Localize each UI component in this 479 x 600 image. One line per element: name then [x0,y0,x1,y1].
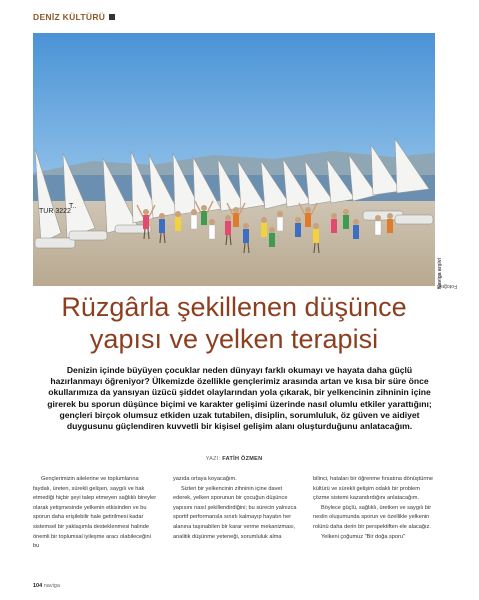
hero-photo-illustration [33,33,435,286]
page-number: 104 [33,583,43,589]
body-paragraph: bilinci, hataları bir öğrenme fırsatına dönüştürme kültürü ve sürekli gelişim odaklı bir problem çözme sistemi kazandırdığını anlatacağım. [313,476,434,502]
body-paragraph: Gençlerimizin ailelerine ve toplumlarına faydalı, üreten, sürekli gelişen, saygılı ve hak etmediği hiçbir şeyi talep etmeyen sağlıklı bireyler olarak yetişmesinde yelkenin etkisinden ve bu sporun daha erişilebilir hale getirilmesi kadar sistemsel bir yaklaşımla desteklenmesi halinde önemli bir toplumsal iyileşme aracı olabileceğini bu [33,476,157,550]
article-title-line1: Rüzgârla şekillenen düşünce [61,292,407,322]
photo-credit-label: Fotoğraf: [437,282,458,289]
body-paragraph: Yelkeni çoğumuz "Bir doğa sporu" [321,533,405,540]
article-title [33,291,435,355]
section-square-icon [109,14,115,20]
section-label [33,12,115,22]
magazine-name: naviga [43,583,60,589]
body-column-3 [313,475,437,552]
page-footer [33,583,60,589]
article-title-line2: yapısı ve yelken terapisi [89,324,379,354]
body-paragraph: yazıda ortaya koyacağım. [173,476,237,482]
body-column-2 [173,475,297,552]
byline [33,456,435,462]
photo-credit-source: Naviga arşivi [437,258,443,289]
sail-number: T.. [69,203,77,210]
article-lead: Denizin içinde büyüyen çocuklar neden dünyayı farklı okumayı ve hayata daha güçlü hazırlanmayı öğreniyor? Ülkemizde özellikle gençlerimiz arasında artan ve kısa bir süre önce okullarımıza da yansıyan üzücü şiddet olaylarından yola çıkarak, bir yelkencinin zihninin içine girerek bu sporun düşünce biçimi ve karakter gelişimi üzerinde nasıl olumlu etkiler yarattığını; gençleri birçok olumsuz etkiden uzak tutabilen, disiplin, sorumluluk, öz güven ve aidiyet duygusunu güçlendiren kuvvetli bir kişisel gelişim alanı oluşturduğunu anlatacağım. [47,365,432,432]
hero-photo [33,33,435,286]
body-paragraph: Böylece güçlü, sağlıklı, üretken ve saygılı bir neslin oluşumunda sporun ve özellikle yelkenin rolünü daha derin bir perspektiften ele alacağız. [313,504,432,530]
byline-label: YAZI: [205,456,221,462]
photo-credit [437,258,458,289]
section-label-text: DENİZ KÜLTÜRÜ [33,12,106,22]
body-paragraph: Sizleri bir yelkencinin zihninin içine davet ederek, yelken sporunun bir çocuğun düşünce yapısını nasıl şekillendirdiğini; bu sürecin yalnızca sportif performansla sınırlı kalmayıp hayatın her alanına taşınabilen bir karar verme mekanizması, analitik düşünme yeteneği, sorumluluk alma [173,485,297,540]
byline-author: FATİH ÖZMEN [222,456,263,462]
sail-number: TUR 3222 [39,208,71,215]
body-column-1 [33,475,157,552]
article-body [33,475,437,552]
